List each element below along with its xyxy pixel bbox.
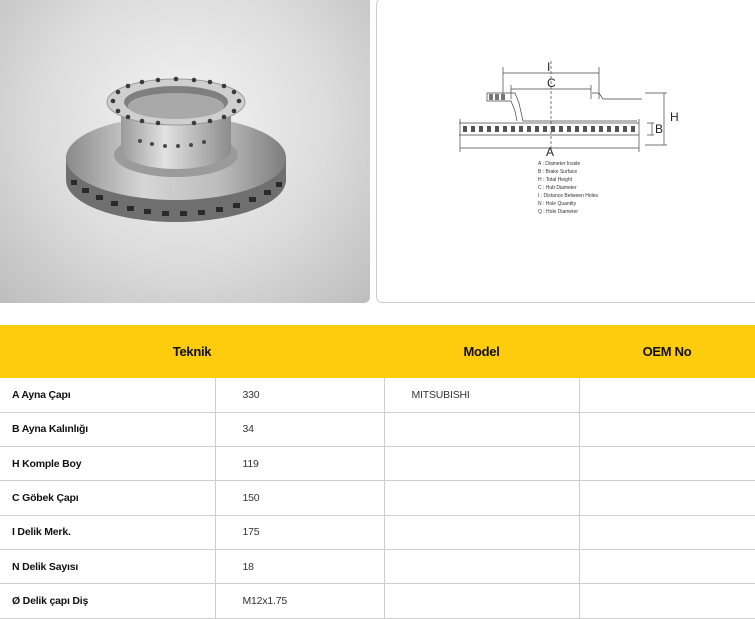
header-teknik: Teknik — [0, 325, 384, 378]
spec-table — [0, 325, 755, 619]
row-model — [384, 447, 579, 481]
row-label: Ø Delik çapı Diş — [0, 584, 215, 618]
row-value: 330 — [215, 378, 384, 412]
row-oem — [579, 481, 755, 515]
label-I: I — [547, 60, 551, 74]
label-A: A — [546, 145, 555, 159]
row-oem — [579, 447, 755, 481]
row-label: I Delik Merk. — [0, 515, 215, 549]
row-model — [384, 549, 579, 583]
row-label: C Göbek Çapı — [0, 481, 215, 515]
row-value: 34 — [215, 412, 384, 446]
row-value: 175 — [215, 515, 384, 549]
row-model — [384, 412, 579, 446]
legend-item: I : Distance Between Holes — [538, 193, 599, 199]
product-photo[interactable] — [0, 0, 370, 303]
label-C: C — [547, 76, 556, 90]
table-row — [0, 481, 755, 515]
brake-disc-image — [0, 0, 370, 303]
row-oem — [579, 584, 755, 618]
label-B: B — [655, 122, 664, 136]
row-model — [384, 515, 579, 549]
table-row — [0, 378, 755, 412]
row-label: H Komple Boy — [0, 447, 215, 481]
header-oem: OEM No — [579, 325, 755, 378]
row-label: N Delik Sayısı — [0, 549, 215, 583]
table-row — [0, 447, 755, 481]
row-value: 150 — [215, 481, 384, 515]
legend-item: C : Hub Diameter — [538, 185, 577, 191]
dimension-drawing — [377, 0, 755, 303]
row-model — [384, 584, 579, 618]
row-label: A Ayna Çapı — [0, 378, 215, 412]
table-row — [0, 515, 755, 549]
row-value: 119 — [215, 447, 384, 481]
row-value: 18 — [215, 549, 384, 583]
table-row — [0, 584, 755, 618]
row-label: B Ayna Kalınlığı — [0, 412, 215, 446]
row-oem — [579, 549, 755, 583]
row-oem — [579, 515, 755, 549]
label-H: H — [670, 110, 679, 124]
row-oem — [579, 378, 755, 412]
row-model: MITSUBISHI — [384, 378, 579, 412]
legend-item: B : Brake Surface — [538, 169, 578, 175]
product-gallery — [0, 0, 755, 305]
table-header-row — [0, 325, 755, 378]
legend-item: N : Hole Quantity — [538, 201, 577, 207]
legend-item: A : Diameter Inside — [538, 161, 581, 167]
row-oem — [579, 412, 755, 446]
spec-table-container — [0, 325, 755, 619]
row-value: M12x1.75 — [215, 584, 384, 618]
legend-item: H : Total Height — [538, 177, 573, 183]
table-row — [0, 549, 755, 583]
header-model: Model — [384, 325, 579, 378]
legend-item: Q : Hole Diameter — [538, 209, 579, 215]
row-model — [384, 481, 579, 515]
legend — [538, 161, 599, 215]
technical-diagram[interactable] — [376, 0, 755, 303]
table-row — [0, 412, 755, 446]
